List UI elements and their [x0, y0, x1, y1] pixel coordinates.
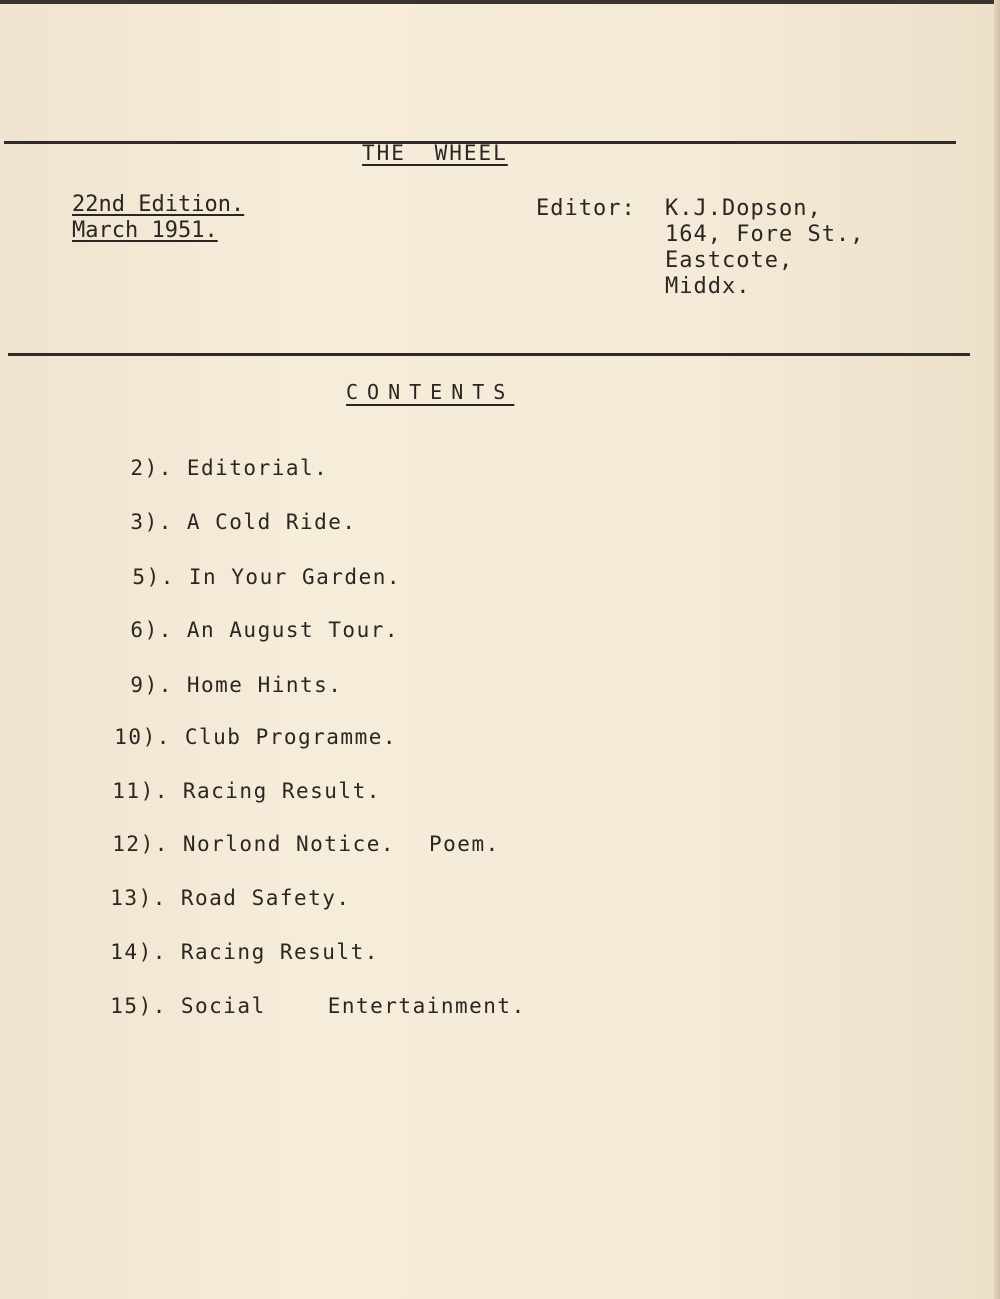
contents-page-number: 3).: [130, 510, 173, 534]
contents-item-title: Road Safety.: [180, 886, 351, 910]
contents-page-number: 9).: [130, 673, 173, 697]
contents-page-number: 5).: [132, 565, 175, 589]
contents-page-number: 15).: [110, 994, 167, 1018]
contents-page-number: 11).: [112, 779, 169, 803]
contents-item-title: An August Tour.: [186, 618, 400, 642]
contents-item-title: Racing Result.: [182, 779, 381, 803]
contents-item-title: In Your Garden.: [188, 565, 402, 589]
contents-page-number: 6).: [130, 618, 173, 642]
editor-name: K.J.Dopson,: [665, 196, 822, 221]
page-top-edge: [0, 0, 1000, 4]
edition-date: March 1951.: [72, 218, 218, 243]
edition-number: 22nd Edition.: [72, 192, 245, 217]
page-right-edge: [994, 0, 1000, 1299]
contents-item-note: Poem.: [429, 832, 500, 856]
masthead-title: THE WHEEL: [362, 141, 508, 165]
contents-page-number: 12).: [112, 832, 169, 856]
contents-page-number: 14).: [110, 940, 167, 964]
contents-item-title: Social: [180, 994, 266, 1018]
header-bottom-rule: [8, 353, 970, 356]
contents-heading: CONTENTS: [346, 380, 515, 404]
contents-page-number: 2).: [130, 456, 173, 480]
contents-item-note: Entertainment.: [327, 994, 526, 1018]
edition-block: [72, 192, 244, 244]
address-line: Middx.: [665, 274, 751, 299]
contents-item-title: Club Programme.: [184, 725, 398, 749]
contents-item-title: Norlond Notice.: [182, 832, 396, 856]
contents-item: [8, 970, 526, 1042]
editor-label: Editor:: [536, 196, 636, 221]
contents-item-title: Editorial.: [186, 456, 329, 480]
editor-address: [665, 196, 864, 300]
address-line: 164, Fore St.,: [665, 222, 865, 247]
address-line: Eastcote,: [665, 248, 794, 273]
contents-item-title: A Cold Ride.: [186, 510, 357, 534]
contents-page-number: 13).: [110, 886, 167, 910]
contents-item-title: Racing Result.: [180, 940, 379, 964]
contents-item-title: Home Hints.: [186, 673, 343, 697]
contents-page-number: 10).: [114, 725, 171, 749]
